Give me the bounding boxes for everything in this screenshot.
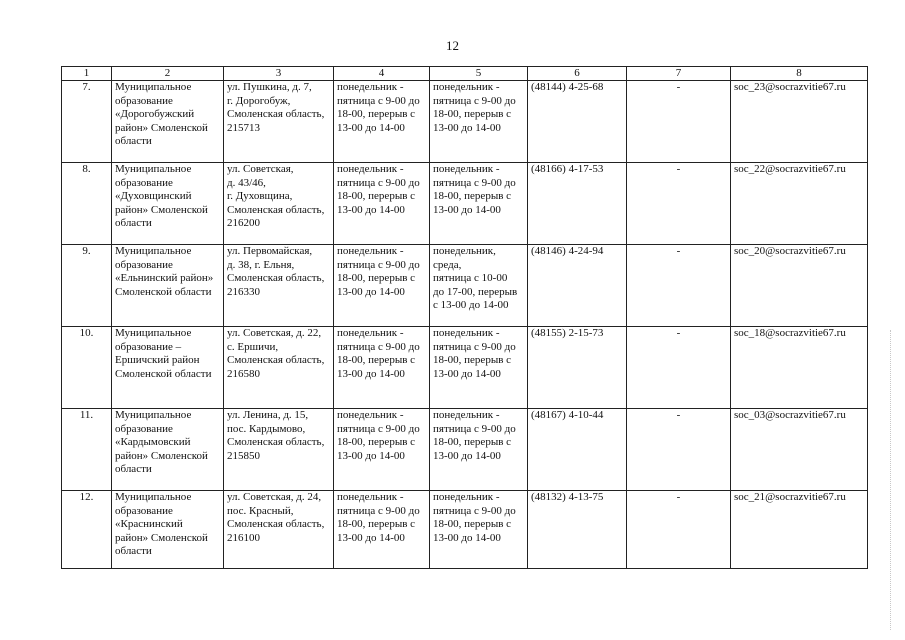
row-number: 9. bbox=[82, 245, 91, 257]
email-address: soc_23@socrazvitie67.ru bbox=[734, 81, 846, 93]
cell-line: 13-00 до 14-00 bbox=[337, 203, 405, 216]
email-address: soc_21@socrazvitie67.ru bbox=[734, 491, 846, 503]
cell-line: 13-00 до 14-00 bbox=[337, 531, 405, 544]
cell-line: 18-00, перерыв с bbox=[433, 518, 512, 531]
institution-name-cell bbox=[112, 81, 224, 163]
email-address: soc_22@socrazvitie67.ru bbox=[734, 163, 846, 175]
cell-line: 13-00 до 14-00 bbox=[433, 449, 501, 462]
scan-edge-marks bbox=[889, 330, 891, 630]
address-cell bbox=[224, 491, 334, 569]
cell-line: 18-00, перерыв с bbox=[433, 436, 512, 449]
cell-line: Муниципальное bbox=[115, 245, 192, 257]
row-number: 8. bbox=[82, 163, 91, 175]
cell-line: 18-00, перерыв с bbox=[433, 108, 512, 121]
row-number-cell bbox=[62, 491, 112, 569]
fax-cell bbox=[627, 409, 731, 491]
cell-line: район» Смоленской bbox=[115, 121, 208, 134]
cell-line: 215713 bbox=[227, 121, 260, 134]
reception-hours-cell bbox=[430, 245, 528, 327]
cell-line: г. Дорогобуж, bbox=[227, 94, 291, 107]
row-number: 10. bbox=[79, 327, 94, 339]
cell-line: понедельник, bbox=[433, 245, 496, 257]
cell-line: Смоленская область, bbox=[227, 436, 325, 449]
address-cell bbox=[224, 81, 334, 163]
phone-cell bbox=[528, 163, 627, 245]
fax-number: - bbox=[676, 245, 681, 257]
cell-line: 13-00 до 14-00 bbox=[433, 203, 501, 216]
phone-number: (48146) 4-24-94 bbox=[531, 245, 604, 257]
cell-line: образование – bbox=[115, 340, 182, 353]
cell-line: «Духовщинский bbox=[115, 190, 192, 203]
cell-line: 216580 bbox=[227, 367, 260, 380]
fax-number: - bbox=[676, 163, 681, 175]
cell-line: г. Духовщина, bbox=[227, 190, 293, 203]
fax-cell bbox=[627, 327, 731, 409]
cell-line: Муниципальное bbox=[115, 409, 192, 421]
cell-line: 18-00, перерыв с bbox=[433, 354, 512, 367]
cell-line: образование bbox=[115, 176, 173, 189]
cell-line: ул. Пушкина, д. 7, bbox=[227, 81, 312, 93]
reception-hours-cell bbox=[430, 81, 528, 163]
cell-line: пятница с 9-00 до bbox=[433, 422, 516, 435]
reception-hours-cell bbox=[430, 409, 528, 491]
phone-cell bbox=[528, 81, 627, 163]
phone-cell bbox=[528, 327, 627, 409]
cell-line: 18-00, перерыв с bbox=[337, 108, 416, 121]
cell-line: район» Смоленской bbox=[115, 531, 208, 544]
cell-line: «Кардымовский bbox=[115, 436, 191, 449]
cell-line: понедельник - bbox=[337, 163, 404, 175]
cell-line: Смоленская область, bbox=[227, 108, 325, 121]
institution-name-cell bbox=[112, 245, 224, 327]
cell-line: Смоленская область, bbox=[227, 354, 325, 367]
cell-line: Муниципальное bbox=[115, 491, 192, 503]
phone-cell bbox=[528, 409, 627, 491]
cell-line: район» Смоленской bbox=[115, 449, 208, 462]
cell-line: области bbox=[115, 463, 152, 476]
cell-line: 13-00 до 14-00 bbox=[337, 367, 405, 380]
cell-line: пятница с 9-00 до bbox=[337, 176, 420, 189]
cell-line: 216200 bbox=[227, 217, 260, 230]
email-cell bbox=[731, 409, 868, 491]
cell-line: области bbox=[115, 217, 152, 230]
cell-line: Смоленская область, bbox=[227, 518, 325, 531]
cell-line: образование bbox=[115, 504, 173, 517]
cell-line: 18-00, перерыв с bbox=[337, 518, 416, 531]
cell-line: пятница с 9-00 до bbox=[337, 504, 420, 517]
cell-line: понедельник - bbox=[337, 327, 404, 339]
cell-line: пятница с 9-00 до bbox=[337, 340, 420, 353]
cell-line: 18-00, перерыв с bbox=[337, 272, 416, 285]
cell-line: 13-00 до 14-00 bbox=[433, 367, 501, 380]
phone-number: (48167) 4-10-44 bbox=[531, 409, 604, 421]
row-number: 7. bbox=[82, 81, 91, 93]
cell-line: пятница с 9-00 до bbox=[433, 340, 516, 353]
email-cell bbox=[731, 245, 868, 327]
address-cell bbox=[224, 327, 334, 409]
cell-line: пятница с 9-00 до bbox=[433, 94, 516, 107]
column-header: 1 bbox=[62, 67, 112, 81]
cell-line: среда, bbox=[433, 258, 462, 271]
table-row bbox=[62, 409, 868, 491]
working-hours-cell bbox=[334, 163, 430, 245]
cell-line: Муниципальное bbox=[115, 327, 192, 339]
cell-line: ул. Советская, bbox=[227, 163, 294, 175]
cell-line: район» Смоленской bbox=[115, 203, 208, 216]
fax-number: - bbox=[676, 409, 681, 421]
email-address: soc_20@socrazvitie67.ru bbox=[734, 245, 846, 257]
institution-name-cell bbox=[112, 491, 224, 569]
address-cell bbox=[224, 245, 334, 327]
cell-line: Ершичский район bbox=[115, 354, 200, 367]
phone-cell bbox=[528, 491, 627, 569]
phone-number: (48155) 2-15-73 bbox=[531, 327, 604, 339]
cell-line: д. 43/46, bbox=[227, 176, 266, 189]
cell-line: пятница с 9-00 до bbox=[337, 422, 420, 435]
cell-line: ул. Ленина, д. 15, bbox=[227, 409, 309, 421]
working-hours-cell bbox=[334, 409, 430, 491]
phone-number: (48166) 4-17-53 bbox=[531, 163, 604, 175]
phone-number: (48144) 4-25-68 bbox=[531, 81, 604, 93]
email-cell bbox=[731, 327, 868, 409]
row-number-cell bbox=[62, 81, 112, 163]
email-cell bbox=[731, 81, 868, 163]
cell-line: понедельник - bbox=[337, 245, 404, 257]
phone-cell bbox=[528, 245, 627, 327]
cell-line: понедельник - bbox=[337, 491, 404, 503]
cell-line: понедельник - bbox=[433, 81, 500, 93]
reception-hours-cell bbox=[430, 163, 528, 245]
reception-hours-cell bbox=[430, 327, 528, 409]
cell-line: «Ельнинский район» bbox=[115, 272, 214, 285]
cell-line: с. Ершичи, bbox=[227, 340, 279, 353]
cell-line: 13-00 до 14-00 bbox=[433, 121, 501, 134]
column-header: 2 bbox=[112, 67, 224, 81]
cell-line: 18-00, перерыв с bbox=[433, 190, 512, 203]
cell-line: ул. Советская, д. 22, bbox=[227, 327, 322, 339]
table-header-row bbox=[62, 67, 868, 81]
cell-line: 215850 bbox=[227, 449, 260, 462]
table-row bbox=[62, 491, 868, 569]
working-hours-cell bbox=[334, 245, 430, 327]
cell-line: пятница с 9-00 до bbox=[337, 94, 420, 107]
cell-line: «Краснинский bbox=[115, 518, 183, 531]
email-address: soc_18@socrazvitie67.ru bbox=[734, 327, 846, 339]
fax-cell bbox=[627, 81, 731, 163]
cell-line: д. 38, г. Ельня, bbox=[227, 258, 295, 271]
cell-line: 18-00, перерыв с bbox=[337, 436, 416, 449]
cell-line: понедельник - bbox=[337, 409, 404, 421]
email-address: soc_03@socrazvitie67.ru bbox=[734, 409, 846, 421]
cell-line: пос. Кардымово, bbox=[227, 422, 306, 435]
fax-cell bbox=[627, 245, 731, 327]
cell-line: пятница с 9-00 до bbox=[337, 258, 420, 271]
phone-number: (48132) 4-13-75 bbox=[531, 491, 604, 503]
cell-line: области bbox=[115, 545, 152, 558]
cell-line: 13-00 до 14-00 bbox=[337, 449, 405, 462]
cell-line: пос. Красный, bbox=[227, 504, 294, 517]
table-row bbox=[62, 163, 868, 245]
institution-name-cell bbox=[112, 409, 224, 491]
fax-number: - bbox=[676, 491, 681, 503]
fax-number: - bbox=[676, 327, 681, 339]
column-header: 6 bbox=[528, 67, 627, 81]
cell-line: ул. Советская, д. 24, bbox=[227, 491, 322, 503]
cell-line: ул. Первомайская, bbox=[227, 245, 313, 257]
working-hours-cell bbox=[334, 327, 430, 409]
cell-line: Муниципальное bbox=[115, 163, 192, 175]
column-header: 7 bbox=[627, 67, 731, 81]
fax-cell bbox=[627, 491, 731, 569]
reception-hours-cell bbox=[430, 491, 528, 569]
email-cell bbox=[731, 163, 868, 245]
fax-number: - bbox=[676, 81, 681, 93]
address-cell bbox=[224, 163, 334, 245]
cell-line: 18-00, перерыв с bbox=[337, 190, 416, 203]
cell-line: образование bbox=[115, 94, 173, 107]
cell-line: понедельник - bbox=[433, 409, 500, 421]
cell-line: понедельник - bbox=[433, 163, 500, 175]
cell-line: 13-00 до 14-00 bbox=[337, 121, 405, 134]
column-header: 5 bbox=[430, 67, 528, 81]
cell-line: 18-00, перерыв с bbox=[337, 354, 416, 367]
cell-line: области bbox=[115, 135, 152, 148]
fax-cell bbox=[627, 163, 731, 245]
row-number-cell bbox=[62, 409, 112, 491]
cell-line: понедельник - bbox=[433, 491, 500, 503]
row-number-cell bbox=[62, 245, 112, 327]
cell-line: пятница с 9-00 до bbox=[433, 176, 516, 189]
cell-line: Муниципальное bbox=[115, 81, 192, 93]
cell-line: 13-00 до 14-00 bbox=[433, 531, 501, 544]
working-hours-cell bbox=[334, 491, 430, 569]
institution-name-cell bbox=[112, 327, 224, 409]
table-row bbox=[62, 327, 868, 409]
page-number: 12 bbox=[446, 38, 459, 53]
cell-line: пятница с 9-00 до bbox=[433, 504, 516, 517]
cell-line: Смоленской области bbox=[115, 285, 212, 298]
institutions-table bbox=[61, 66, 868, 569]
column-header: 8 bbox=[731, 67, 868, 81]
table-row bbox=[62, 81, 868, 163]
cell-line: Смоленская область, bbox=[227, 203, 325, 216]
cell-line: понедельник - bbox=[337, 81, 404, 93]
table-row bbox=[62, 245, 868, 327]
cell-line: пятница с 10-00 bbox=[433, 272, 508, 285]
cell-line: «Дорогобужский bbox=[115, 108, 195, 121]
cell-line: Смоленская область, bbox=[227, 272, 325, 285]
institution-name-cell bbox=[112, 163, 224, 245]
row-number: 11. bbox=[79, 409, 94, 421]
cell-line: до 17-00, перерыв bbox=[433, 285, 518, 298]
cell-line: Смоленской области bbox=[115, 367, 212, 380]
cell-line: 216100 bbox=[227, 531, 260, 544]
address-cell bbox=[224, 409, 334, 491]
row-number: 12. bbox=[79, 491, 94, 503]
cell-line: образование bbox=[115, 422, 173, 435]
cell-line: 13-00 до 14-00 bbox=[337, 285, 405, 298]
cell-line: 216330 bbox=[227, 285, 260, 298]
cell-line: с 13-00 до 14-00 bbox=[433, 299, 509, 312]
column-header: 3 bbox=[224, 67, 334, 81]
cell-line: образование bbox=[115, 258, 173, 271]
working-hours-cell bbox=[334, 81, 430, 163]
column-header: 4 bbox=[334, 67, 430, 81]
row-number-cell bbox=[62, 327, 112, 409]
cell-line: понедельник - bbox=[433, 327, 500, 339]
email-cell bbox=[731, 491, 868, 569]
row-number-cell bbox=[62, 163, 112, 245]
